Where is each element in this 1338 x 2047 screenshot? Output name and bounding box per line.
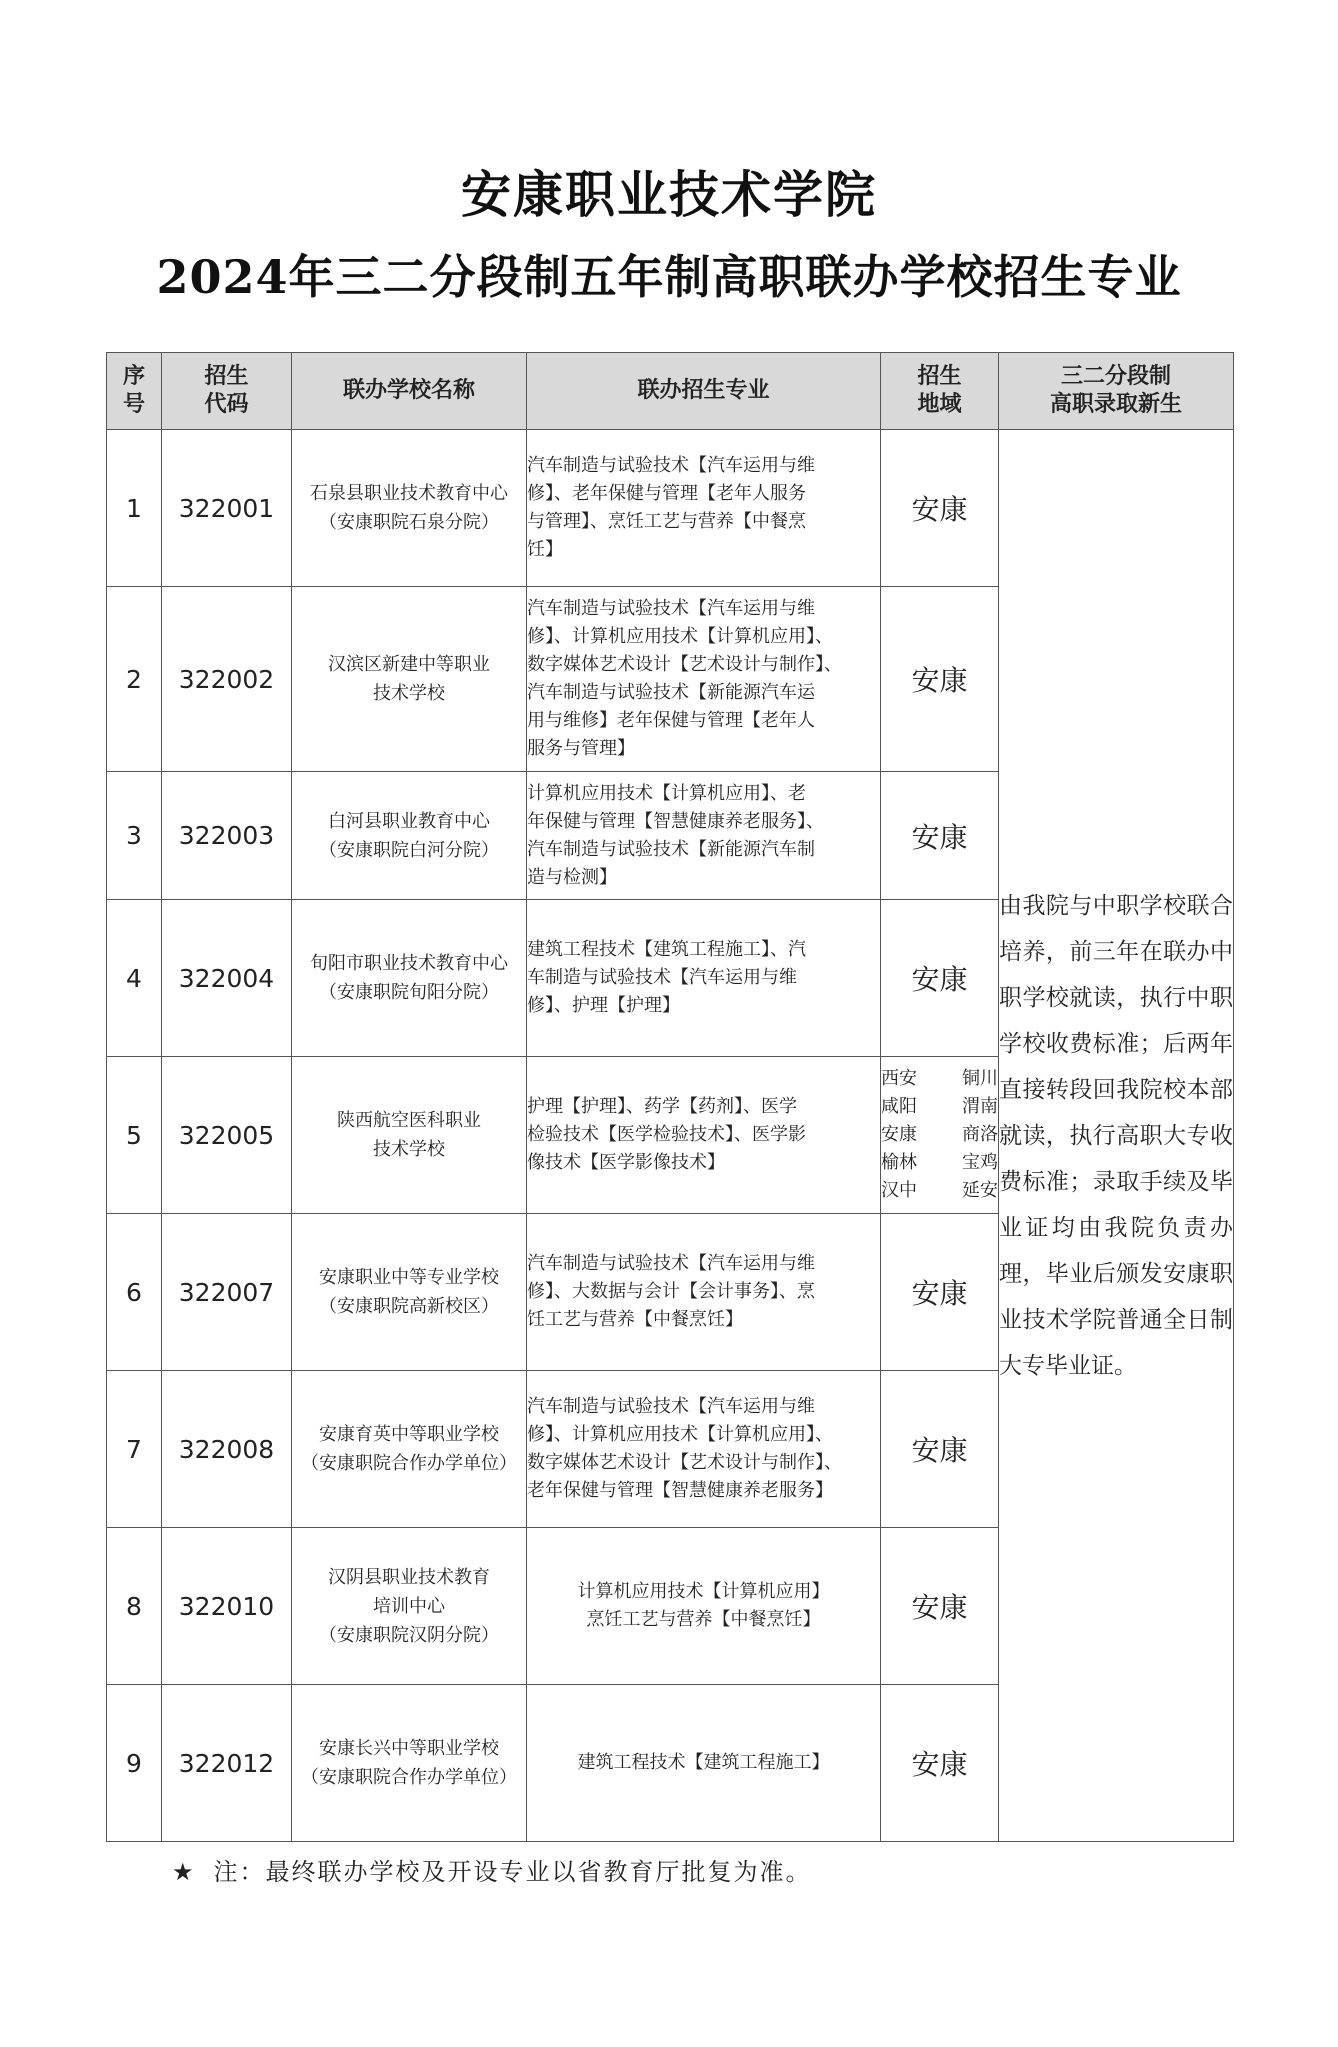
cell-line: 计算机应用技术【计算机应用】、老 (527, 782, 806, 804)
cell-line: 汉滨区新建中等职业 (328, 654, 490, 675)
cell-school (292, 1528, 527, 1685)
region-name: 咸阳 (881, 1096, 917, 1117)
cell-line: 老年保健与管理【智慧健康养老服务】 (527, 1480, 833, 1501)
cell-line: 修】、老年保健与管理【老年人服务 (527, 483, 806, 504)
cell-line: （安康职院合作办学单位） (301, 1453, 517, 1474)
cell-line: 技术学校 (373, 1139, 445, 1160)
region-pair (881, 1065, 998, 1093)
cell-seq: 4 (107, 900, 162, 1057)
cell-line: 安康育英中等职业学校 (319, 1424, 499, 1445)
region-pair (881, 1121, 998, 1149)
cell-line: 技术学校 (373, 683, 445, 704)
cell-line: （安康职院合作办学单位） (301, 1767, 517, 1788)
cell-region: 安康 (881, 1528, 999, 1685)
cell-line: 建筑工程技术【建筑工程施工】、汽 (527, 939, 806, 960)
cell-region: 安康 (881, 587, 999, 772)
header-admission: 三二分段制 高职录取新生 (999, 353, 1234, 430)
title-sub: 2024年三二分段制五年制高职联办学校招生专业 (156, 250, 1182, 304)
cell-school (292, 430, 527, 587)
cell-code: 322004 (162, 900, 292, 1057)
cell-line: 安康长兴中等职业学校 (319, 1738, 499, 1759)
cell-seq: 3 (107, 772, 162, 900)
cell-line: 饪】 (527, 539, 563, 560)
cell-major (527, 772, 881, 900)
cell-line: 服务与管理】 (527, 738, 635, 759)
cell-line: 陕西航空医科职业 (337, 1110, 481, 1131)
cell-school (292, 587, 527, 772)
region-name: 铜川 (962, 1068, 998, 1089)
region-pair (881, 1177, 998, 1205)
cell-line: 建筑工程技术【建筑工程施工】 (577, 1752, 830, 1773)
cell-school (292, 1371, 527, 1528)
region-name: 汉中 (881, 1180, 917, 1201)
cell-line: 数字媒体艺术设计【艺术设计与制作】、 (527, 1452, 842, 1473)
cell-line: 护理【护理】、药学【药剂】、医学 (527, 1096, 797, 1117)
header-region: 招生 地域 (881, 353, 999, 430)
header-seq: 序 号 (107, 353, 162, 430)
enrollment-table (106, 352, 1234, 1842)
cell-major (527, 430, 881, 587)
cell-code: 322007 (162, 1214, 292, 1371)
region-name: 延安 (962, 1180, 998, 1201)
header-school: 联办学校名称 (292, 353, 527, 430)
cell-region: 安康 (881, 900, 999, 1057)
cell-code: 322010 (162, 1528, 292, 1685)
cell-line: 白河县职业教育中心 (328, 810, 490, 832)
cell-line: 用与维修】老年保健与管理【老年人 (527, 710, 815, 731)
cell-major (527, 1685, 881, 1842)
cell-seq: 6 (107, 1214, 162, 1371)
cell-code: 322005 (162, 1057, 292, 1214)
table-header-row (107, 353, 1234, 430)
cell-code: 322008 (162, 1371, 292, 1528)
cell-seq: 7 (107, 1371, 162, 1528)
region-pair (881, 1093, 998, 1121)
cell-major (527, 900, 881, 1057)
cell-code: 322001 (162, 430, 292, 587)
cell-line: 培训中心 (373, 1595, 445, 1617)
cell-line: 汽车制造与试验技术【汽车运用与维 (527, 455, 815, 476)
region-name: 渭南 (962, 1096, 998, 1117)
cell-school (292, 1685, 527, 1842)
region-name: 榆林 (881, 1152, 917, 1173)
cell-code: 322003 (162, 772, 292, 900)
region-name: 商洛 (962, 1124, 998, 1145)
cell-line: （安康职院汉阴分院） (319, 1624, 499, 1646)
region-name: 宝鸡 (962, 1152, 998, 1173)
cell-line: 石泉县职业技术教育中心 (310, 483, 508, 504)
cell-line: 计算机应用技术【计算机应用】 (577, 1581, 830, 1602)
cell-seq: 5 (107, 1057, 162, 1214)
cell-school (292, 772, 527, 900)
cell-line: 造与检测】 (527, 866, 617, 888)
cell-major (527, 1057, 881, 1214)
cell-school (292, 1057, 527, 1214)
cell-line: 像技术【医学影像技术】 (527, 1152, 725, 1173)
cell-seq: 2 (107, 587, 162, 772)
cell-code: 322002 (162, 587, 292, 772)
cell-line: 年保健与管理【智慧健康养老服务】、 (527, 810, 824, 832)
cell-line: 修】、计算机应用技术【计算机应用】、 (527, 1424, 833, 1445)
cell-line: 检验技术【医学检验技术】、医学影 (527, 1124, 806, 1145)
cell-region: 安康 (881, 1685, 999, 1842)
cell-line: 修】、大数据与会计【会计事务】、烹 (527, 1281, 815, 1302)
cell-line: 旬阳市职业技术教育中心 (310, 953, 508, 974)
document-title (0, 160, 1338, 310)
cell-seq: 1 (107, 430, 162, 587)
cell-line: 烹饪工艺与营养【中餐烹饪】 (586, 1609, 821, 1630)
cell-code: 322012 (162, 1685, 292, 1842)
cell-line: （安康职院石泉分院） (319, 512, 499, 533)
header-code: 招生 代码 (162, 353, 292, 430)
cell-line: 修】、计算机应用技术【计算机应用】、 (527, 626, 833, 647)
cell-major (527, 1371, 881, 1528)
cell-line: （安康职院白河分院） (319, 839, 499, 861)
cell-line: 与管理】、烹饪工艺与营养【中餐烹 (527, 511, 806, 532)
cell-major (527, 587, 881, 772)
cell-region: 安康 (881, 772, 999, 900)
region-name: 安康 (881, 1124, 917, 1145)
cell-line: 汽车制造与试验技术【新能源汽车制 (527, 838, 815, 860)
cell-region: 安康 (881, 1214, 999, 1371)
table-row (107, 430, 1234, 587)
cell-region-list (881, 1057, 999, 1214)
header-major: 联办招生专业 (527, 353, 881, 430)
cell-line: （安康职院高新校区） (319, 1296, 499, 1317)
cell-seq: 9 (107, 1685, 162, 1842)
star-icon: ★ (172, 1858, 196, 1886)
cell-region: 安康 (881, 430, 999, 587)
cell-line: 车制造与试验技术【汽车运用与维 (527, 967, 797, 988)
cell-line: 汽车制造与试验技术【汽车运用与维 (527, 1396, 815, 1417)
footnote-text: 注：最终联办学校及开设专业以省教育厅批复为准。 (213, 1858, 812, 1886)
cell-line: 修】、护理【护理】 (527, 995, 680, 1016)
cell-seq: 8 (107, 1528, 162, 1685)
cell-line: 饪工艺与营养【中餐烹饪】 (527, 1309, 743, 1330)
cell-line: 汉阴县职业技术教育 (328, 1566, 490, 1588)
cell-major (527, 1528, 881, 1685)
cell-line: （安康职院旬阳分院） (319, 982, 499, 1003)
cell-line: 汽车制造与试验技术【新能源汽车运 (527, 682, 815, 703)
cell-school (292, 900, 527, 1057)
cell-admission-policy: 由我院与中职学校联合培养，前三年在联办中职学校就读，执行中职学校收费标准；后两年直接转段回我院校本部就读，执行高职大专收费标准；录取手续及毕业证均由我院负责办理，毕业后颁发安康职业技术学院普通全日制大专毕业证。 (999, 430, 1234, 1842)
footnote (172, 1852, 812, 1887)
cell-line: 汽车制造与试验技术【汽车运用与维 (527, 1253, 815, 1274)
cell-major (527, 1214, 881, 1371)
region-name: 西安 (881, 1068, 917, 1089)
region-pair (881, 1149, 998, 1177)
cell-line: 数字媒体艺术设计【艺术设计与制作】、 (527, 654, 842, 675)
cell-line: 汽车制造与试验技术【汽车运用与维 (527, 598, 815, 619)
cell-school (292, 1214, 527, 1371)
title-main: 安康职业技术学院 (461, 165, 877, 224)
cell-line: 安康职业中等专业学校 (319, 1267, 499, 1288)
cell-region: 安康 (881, 1371, 999, 1528)
